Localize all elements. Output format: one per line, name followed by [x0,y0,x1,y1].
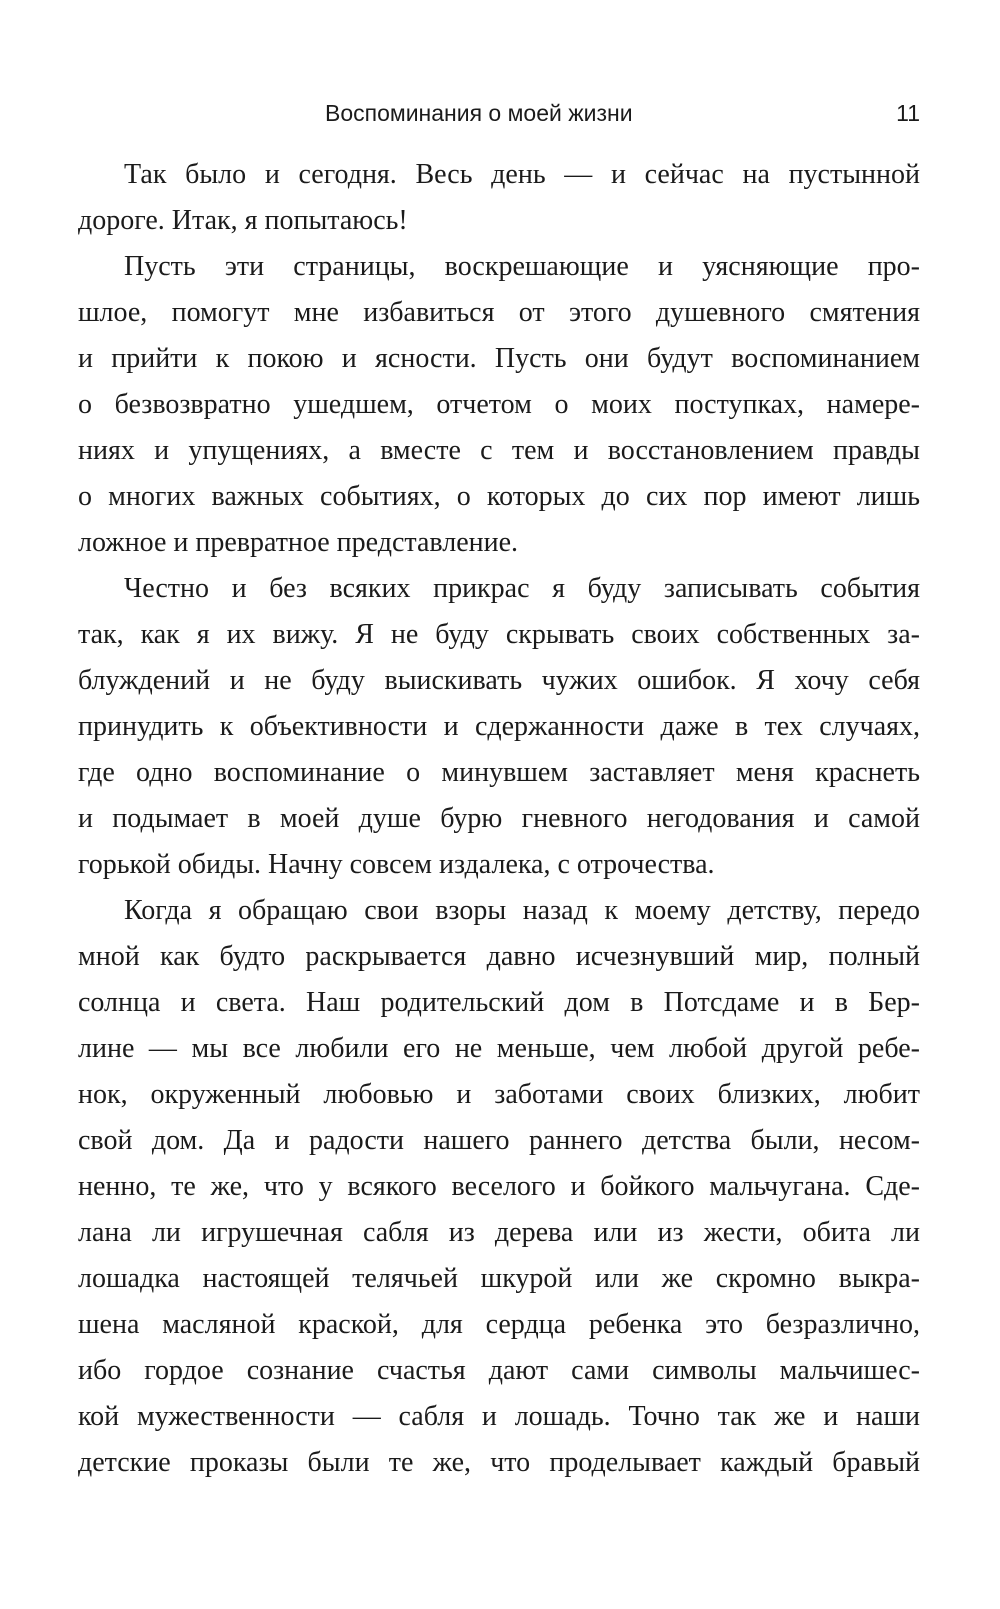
text-line: ложное и превратное представление. [78,527,519,558]
text-line: нок, окруженный любовью и заботами своих близких, любит [78,1079,920,1110]
text-line: шена масляной краской, для сердца ребенка это безразлично, [78,1309,920,1340]
paragraph-1 [78,152,920,244]
text-line: блуждений и не буду выискивать чужих ошибок. Я хочу себя [78,665,920,696]
page-number: 11 [896,100,920,126]
text-line: где одно воспоминание о минувшем заставляет меня краснеть [78,757,920,788]
paragraph-4 [78,888,920,1486]
text-line: кой мужественности — сабля и лошадь. Точно так же и наши [78,1401,920,1432]
paragraph-3 [78,566,920,888]
text-line: свой дом. Да и радости нашего раннего детства были, несом- [78,1125,920,1156]
text-line: Когда я обращаю свои взоры назад к моему детству, передо [124,895,920,926]
paragraph-2 [78,244,920,566]
text-line: Пусть эти страницы, воскрешающие и уясняющие про- [124,251,920,282]
text-line: лине — мы все любили его не меньше, чем любой другой ребе- [78,1033,920,1064]
text-line: и прийти к покою и ясности. Пусть они будут воспоминанием [78,343,920,374]
text-line: дороге. Итак, я попытаюсь! [78,205,408,236]
body-text [78,152,920,1486]
text-line: и подымает в моей душе бурю гневного негодования и самой [78,803,920,834]
text-line: принудить к объективности и сдержанности даже в тех случаях, [78,711,920,742]
text-line: мной как будто раскрывается давно исчезнувший мир, полный [78,941,920,972]
text-line: солнца и света. Наш родительский дом в Потсдаме и в Бер- [78,987,920,1018]
text-line: горькой обиды. Начну совсем издалека, с отрочества. [78,849,715,880]
text-line: шлое, помогут мне избавиться от этого душевного смятения [78,297,920,328]
text-line: ненно, те же, что у всякого веселого и бойкого мальчугана. Сде- [78,1171,920,1202]
running-title: Воспоминания о моей жизни [325,100,633,126]
text-line: ниях и упущениях, а вместе с тем и восстановлением правды [78,435,920,466]
text-line: Так было и сегодня. Весь день — и сейчас на пустынной [124,159,920,190]
text-line: лошадка настоящей телячьей шкурой или же скромно выкра- [78,1263,920,1294]
text-line: лана ли игрушечная сабля из дерева или из жести, обита ли [78,1217,920,1248]
text-line: Честно и без всяких прикрас я буду записывать события [124,573,920,604]
text-line: детские проказы были те же, что проделывает каждый бравый [78,1447,920,1478]
text-line: о безвозвратно ушедшем, отчетом о моих поступках, намере- [78,389,920,420]
text-line: так, как я их вижу. Я не буду скрывать своих собственных за- [78,619,920,650]
text-line: ибо гордое сознание счастья дают сами символы мальчишес- [78,1355,920,1386]
text-line: о многих важных событиях, о которых до сих пор имеют лишь [78,481,920,512]
page-header [78,96,920,136]
